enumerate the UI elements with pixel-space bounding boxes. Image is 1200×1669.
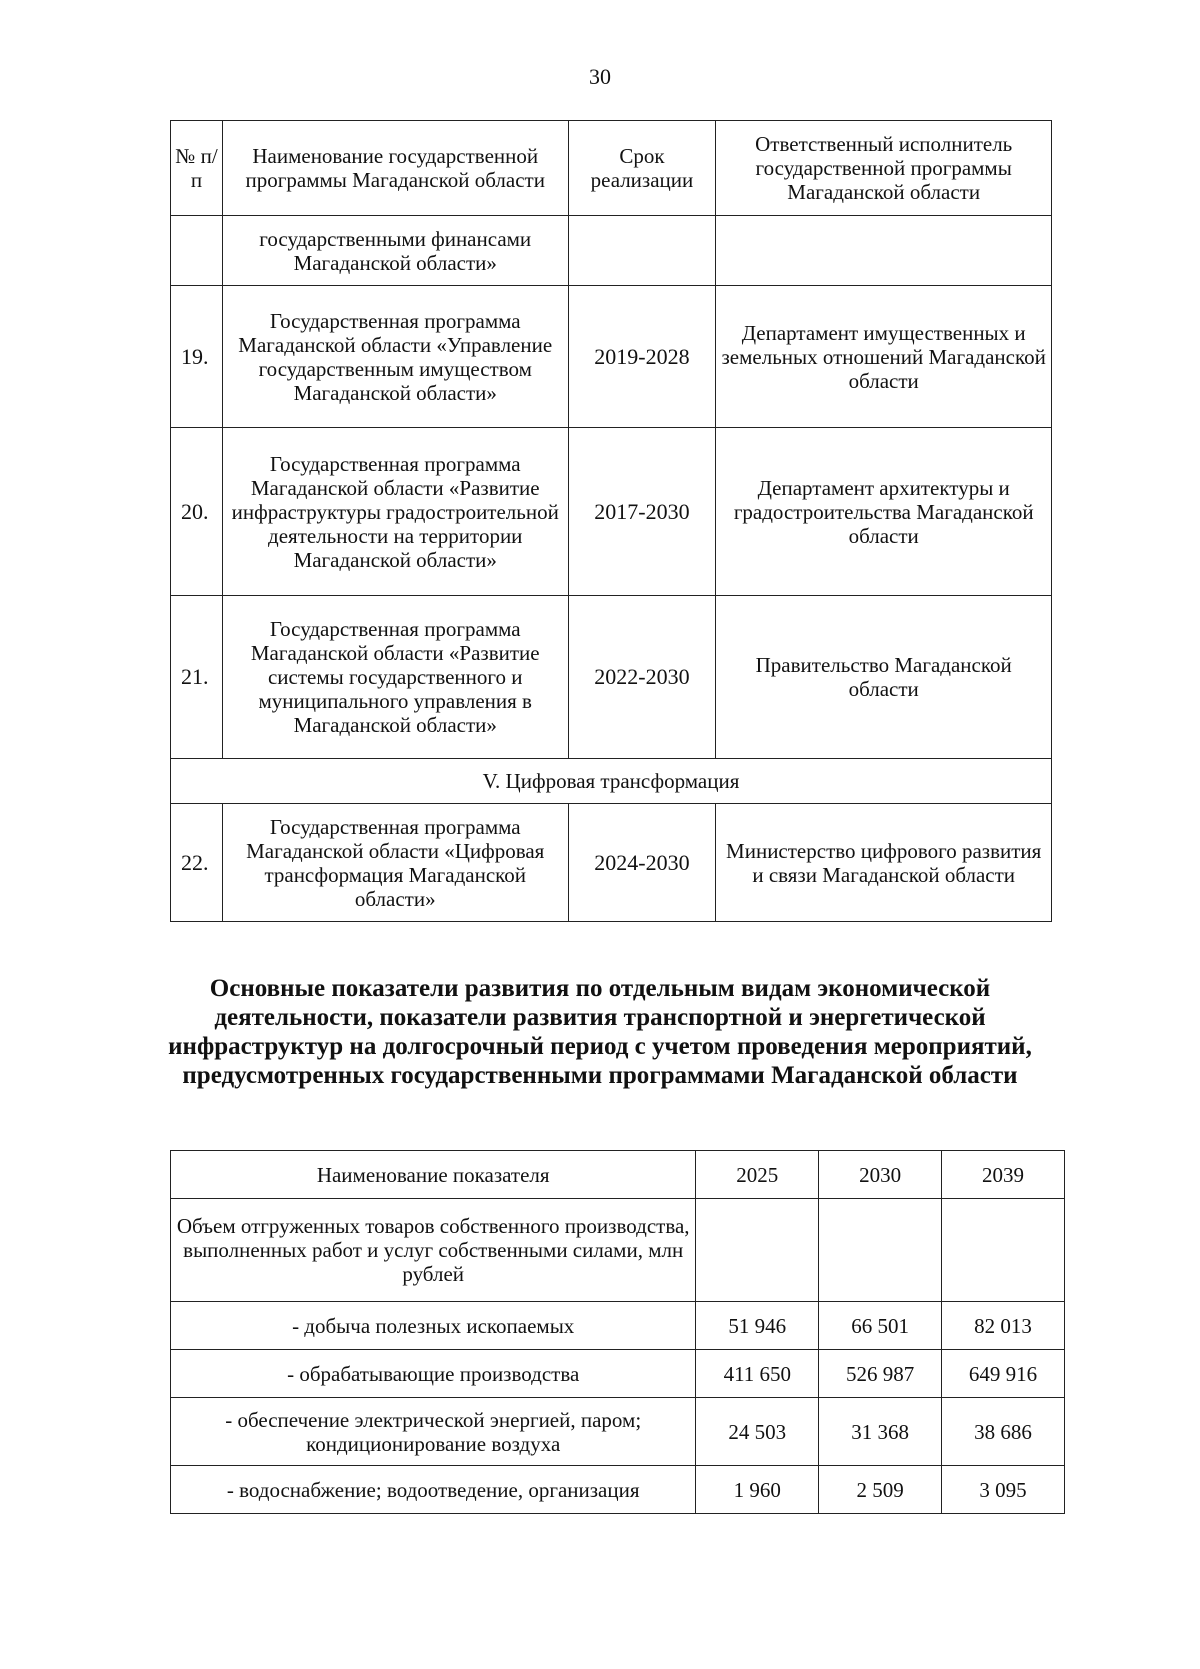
indicator-row xyxy=(171,1466,1065,1514)
indicator-group-2025 xyxy=(696,1199,819,1302)
indicator-value-2025: 51 946 xyxy=(696,1302,819,1350)
header-executor: Ответственный исполнитель государственной программы Магаданской области xyxy=(716,121,1052,216)
indicator-group-row xyxy=(171,1199,1065,1302)
indicator-row xyxy=(171,1398,1065,1466)
indicator-group-2030 xyxy=(819,1199,942,1302)
indicator-row xyxy=(171,1302,1065,1350)
section-title: V. Цифровая трансформация xyxy=(171,759,1052,804)
program-name: Государственная программа Магаданской области «Развитие системы государственного и муниципального управления в Магаданской области» xyxy=(222,596,568,759)
indicator-name: - добыча полезных ископаемых xyxy=(171,1302,696,1350)
indicator-value-2030: 526 987 xyxy=(819,1350,942,1398)
indicator-name: - обеспечение электрической энергией, паром; кондиционирование воздуха xyxy=(171,1398,696,1466)
program-term: 2022-2030 xyxy=(568,596,716,759)
header-2030: 2030 xyxy=(819,1151,942,1199)
indicator-value-2039: 3 095 xyxy=(942,1466,1065,1514)
program-row xyxy=(171,286,1052,428)
program-name: Государственная программа Магаданской области «Управление государственным имуществом Магаданской области» xyxy=(222,286,568,428)
indicator-group-title: Объем отгруженных товаров собственного производства, выполненных работ и услуг собственными силами, млн рублей xyxy=(171,1199,696,1302)
program-number: 22. xyxy=(171,804,223,922)
program-executor: Министерство цифрового развития и связи Магаданской области xyxy=(716,804,1052,922)
indicator-value-2025: 24 503 xyxy=(696,1398,819,1466)
program-term: 2024-2030 xyxy=(568,804,716,922)
indicator-value-2030: 2 509 xyxy=(819,1466,942,1514)
indicator-value-2025: 1 960 xyxy=(696,1466,819,1514)
header-indicator-name: Наименование показателя xyxy=(171,1151,696,1199)
program-name: Государственная программа Магаданской области «Развитие инфраструктуры градостроительной деятельности на территории Магаданской области» xyxy=(222,428,568,596)
programs-header-row xyxy=(171,121,1052,216)
page-number: 30 xyxy=(589,64,611,89)
continuation-row xyxy=(171,216,1052,286)
indicator-value-2030: 31 368 xyxy=(819,1398,942,1466)
indicator-name: - водоснабжение; водоотведение, организация xyxy=(171,1466,696,1514)
program-term: 2017-2030 xyxy=(568,428,716,596)
indicator-value-2039: 649 916 xyxy=(942,1350,1065,1398)
indicator-value-2030: 66 501 xyxy=(819,1302,942,1350)
program-number: 21. xyxy=(171,596,223,759)
indicator-value-2025: 411 650 xyxy=(696,1350,819,1398)
program-row xyxy=(171,596,1052,759)
program-name: Государственная программа Магаданской области «Цифровая трансформация Магаданской области» xyxy=(222,804,568,922)
indicators-header-row xyxy=(171,1151,1065,1199)
continuation-term xyxy=(568,216,716,286)
program-term: 2019-2028 xyxy=(568,286,716,428)
header-program-name: Наименование государственной программы Магаданской области xyxy=(222,121,568,216)
program-row xyxy=(171,428,1052,596)
program-row xyxy=(171,804,1052,922)
indicator-value-2039: 38 686 xyxy=(942,1398,1065,1466)
program-executor: Департамент имущественных и земельных отношений Магаданской области xyxy=(716,286,1052,428)
header-number: № п/п xyxy=(171,121,223,216)
continuation-number xyxy=(171,216,223,286)
continuation-executor xyxy=(716,216,1052,286)
program-executor: Департамент архитектуры и градостроительства Магаданской области xyxy=(716,428,1052,596)
continuation-name: государственными финансами Магаданской области» xyxy=(222,216,568,286)
header-2039: 2039 xyxy=(942,1151,1065,1199)
section-row xyxy=(171,759,1052,804)
header-2025: 2025 xyxy=(696,1151,819,1199)
program-executor: Правительство Магаданской области xyxy=(716,596,1052,759)
indicator-value-2039: 82 013 xyxy=(942,1302,1065,1350)
indicators-heading: Основные показатели развития по отдельным видам экономической деятельности, показатели развития транспортной и энергетической инфраструктур на долгосрочный период с учетом проведения мероприятий, предусмотренных государственными программами Магаданской области xyxy=(168,975,1032,1089)
indicators-table xyxy=(170,1150,1065,1514)
indicator-name: - обрабатывающие производства xyxy=(171,1350,696,1398)
program-number: 20. xyxy=(171,428,223,596)
indicator-row xyxy=(171,1350,1065,1398)
header-term: Срок реализации xyxy=(568,121,716,216)
indicator-group-2039 xyxy=(942,1199,1065,1302)
program-number: 19. xyxy=(171,286,223,428)
programs-table xyxy=(170,120,1052,922)
